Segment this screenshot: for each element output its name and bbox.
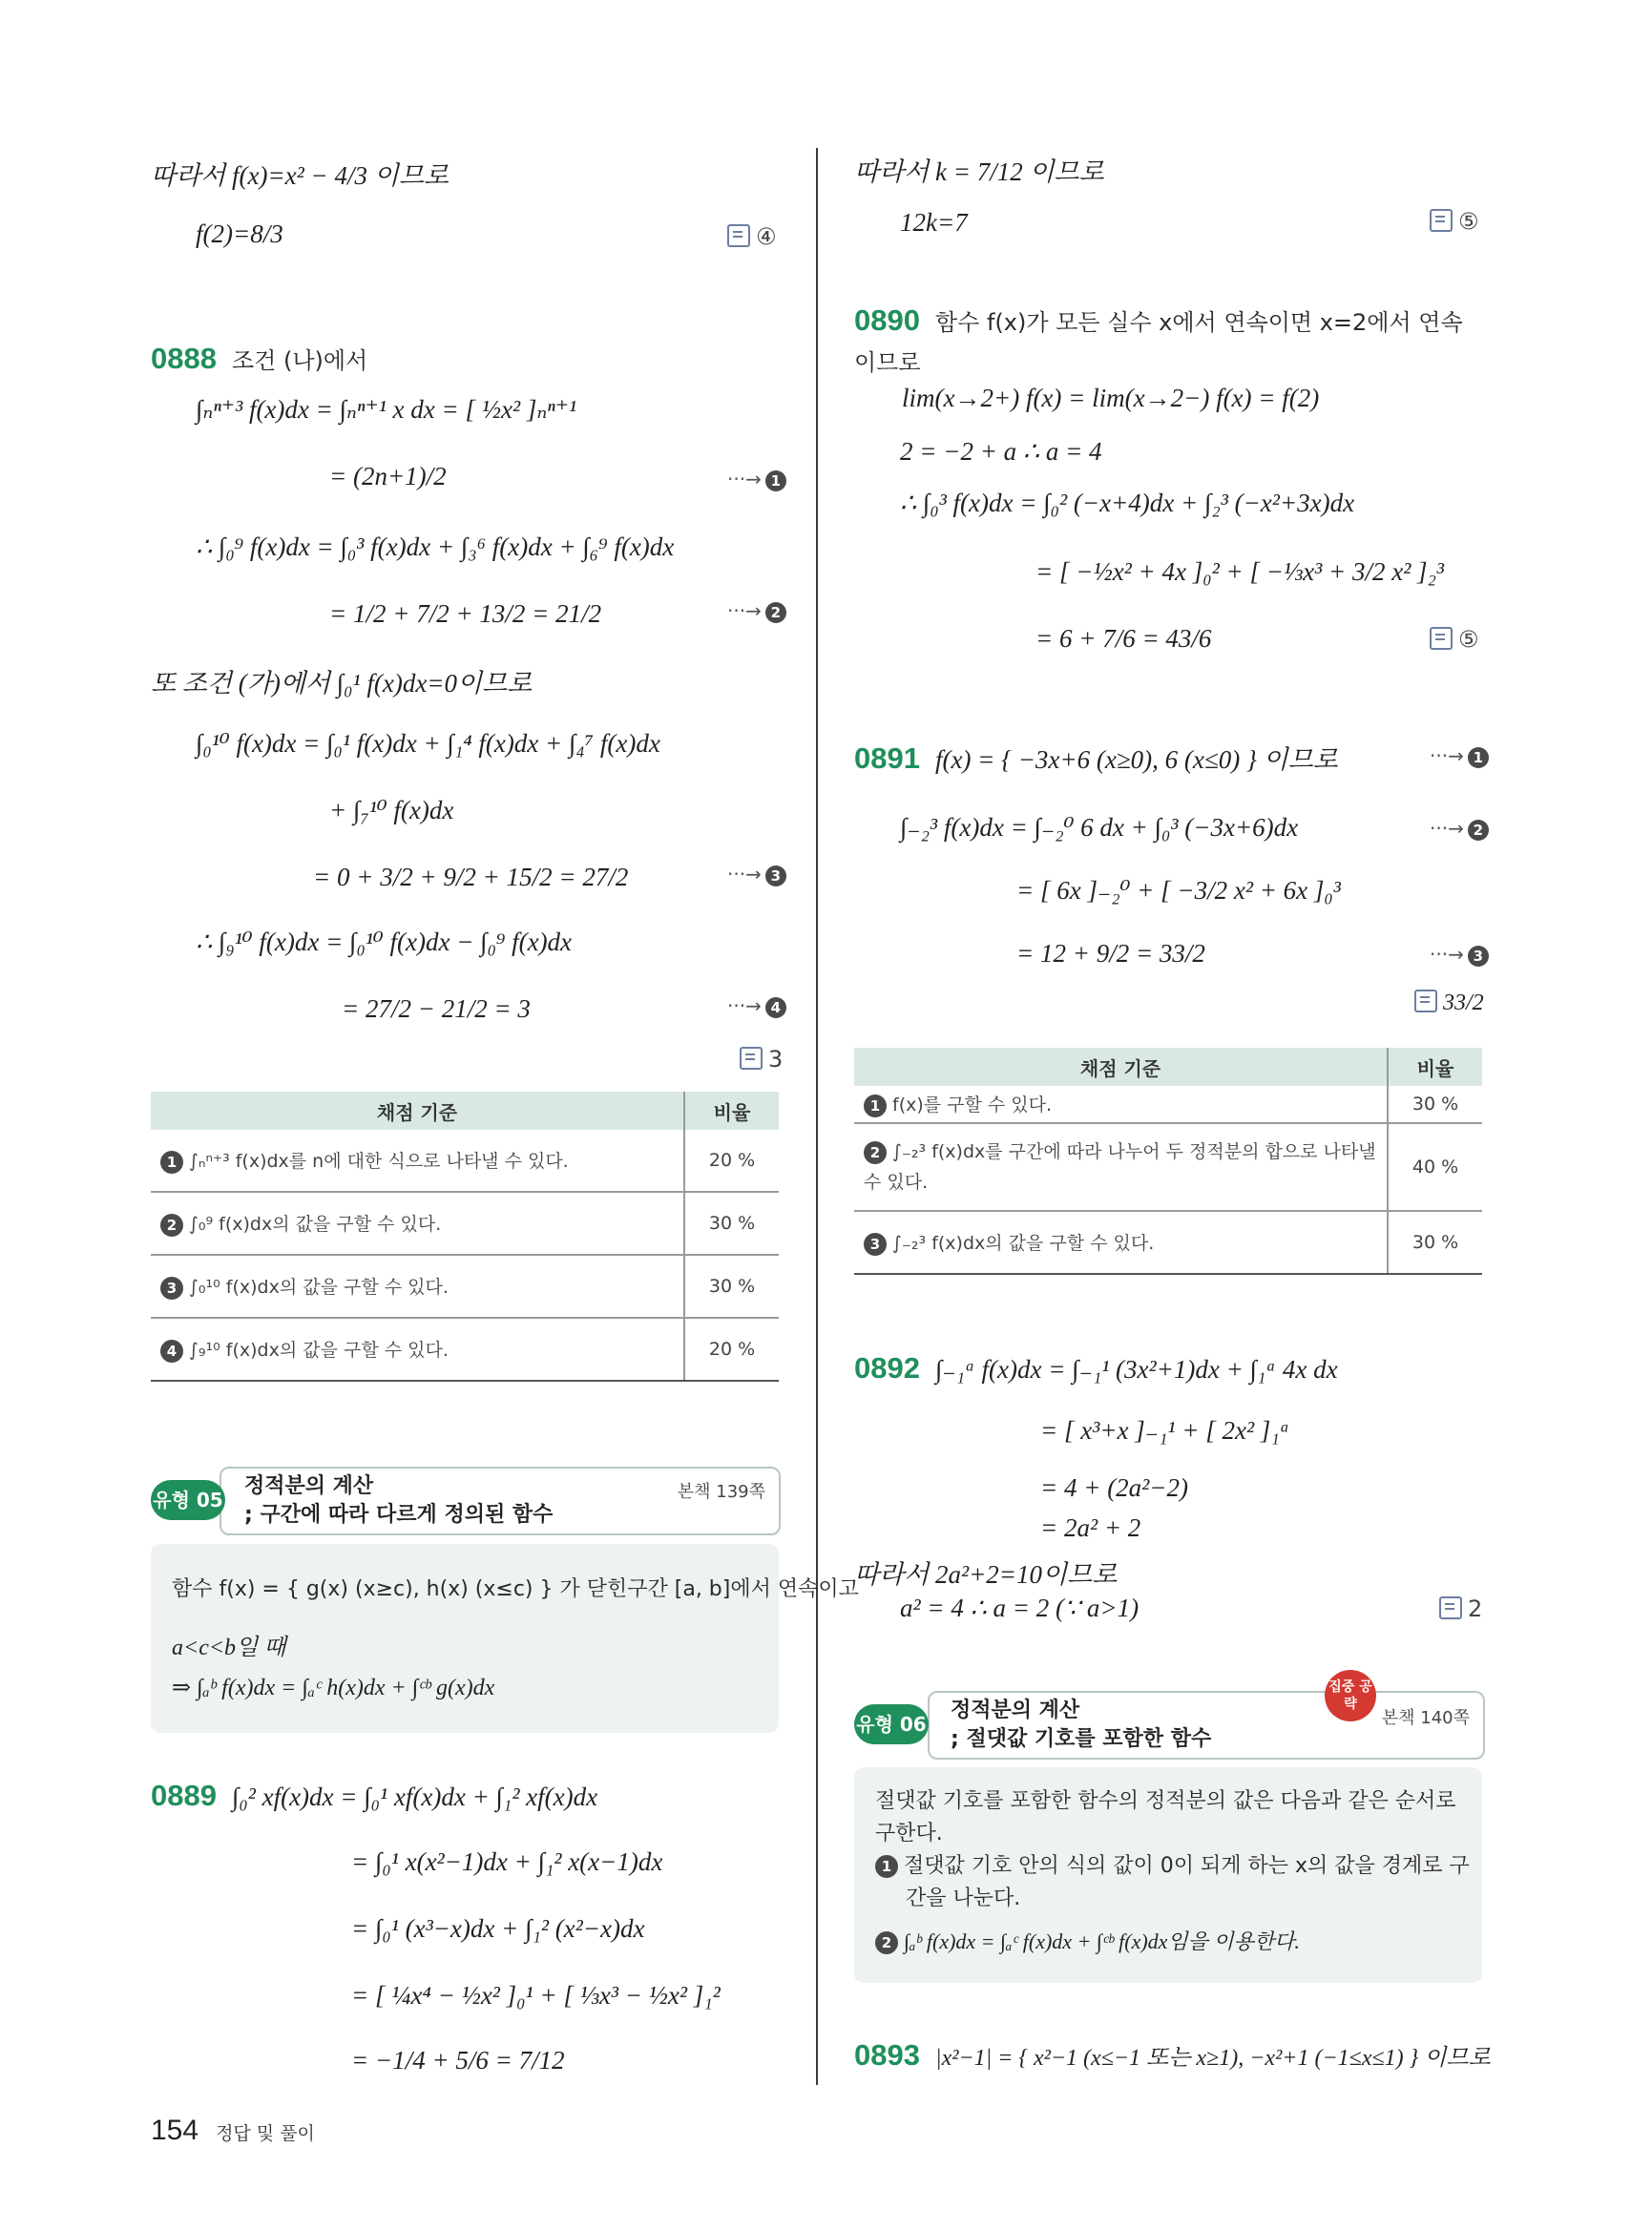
- answer-value: 2: [1468, 1595, 1483, 1622]
- type06-tag: 유형 06: [854, 1704, 929, 1744]
- item-text: ∫ₐᵇ f(x)dx = ∫ₐᶜ f(x)dx + ∫ᶜᵇ f(x)dx임을 이용한다.: [904, 1929, 1300, 1953]
- problem-0891-header: [854, 739, 1338, 776]
- ratio-cell: 30 %: [684, 1255, 779, 1318]
- problem-number: 0893: [854, 2038, 920, 2072]
- eq-0891-3: = [ 6x ]₋₂⁰ + [ −3/2 x² + 6x ]₀³: [1016, 876, 1341, 905]
- eq-0892-1: ∫₋₁ᵃ f(x)dx = ∫₋₁¹ (3x²+1)dx + ∫₁ᵃ 4x dx: [934, 1355, 1338, 1384]
- table-row: [151, 1130, 779, 1192]
- eq-0888-5: ∫₀¹⁰ f(x)dx = ∫₀¹ f(x)dx + ∫₁⁴ f(x)dx + ∫₄⁷ f(x)dx: [196, 729, 660, 758]
- step-icon: 1: [875, 1855, 898, 1878]
- eq-0889-1: ∫₀² xf(x)dx = ∫₀¹ xf(x)dx + ∫₁² xf(x)dx: [231, 1783, 598, 1811]
- eq-0888-9: = 27/2 − 21/2 = 3: [342, 994, 531, 1023]
- type06-box-line2: 구한다.: [875, 1822, 943, 1845]
- line-0888-2: 또 조건 (가)에서 ∫₀¹ f(x)dx=0이므로: [151, 669, 533, 698]
- eq-0892-4: = 2a² + 2: [1040, 1513, 1141, 1542]
- header-ratio: 비율: [684, 1092, 779, 1130]
- type06-item1: [875, 1849, 1470, 1879]
- problem-lead: 조건 (나)에서: [231, 347, 368, 374]
- header-criteria: 채점 기준: [854, 1048, 1388, 1086]
- eq-0889-3: = ∫₀¹ (x³−x)dx + ∫₁² (x²−x)dx: [351, 1914, 645, 1943]
- ratio-cell: 20 %: [684, 1318, 779, 1381]
- header-ratio: 비율: [1388, 1048, 1482, 1086]
- criteria-cell: [854, 1211, 1388, 1274]
- eq-0890-2: 2 = −2 + a ∴ a = 4: [900, 437, 1102, 466]
- type05-ref: 본책 139쪽: [677, 1482, 765, 1502]
- step-marker: ···→ 2: [1430, 817, 1489, 841]
- left-intro-line: 따라서 f(x)=x² − 4/3 이므로: [151, 161, 449, 190]
- type05-box-line1: 함수 f(x) = { g(x) (x≥c), h(x) (x≤c) } 가 닫힌구간 [a, b]에서 연속이고: [172, 1577, 859, 1601]
- page-number: 154: [151, 2115, 199, 2146]
- table-row: [151, 1318, 779, 1381]
- step-number: 4: [160, 1340, 183, 1363]
- answer-icon: [1439, 1596, 1462, 1619]
- type06-title1: 정적분의 계산: [951, 1699, 1080, 1722]
- answer-mark: [1439, 1595, 1482, 1622]
- criteria-text: ∫₋₂³ f(x)dx의 값을 구할 수 있다.: [892, 1233, 1155, 1255]
- header-criteria: 채점 기준: [151, 1092, 684, 1130]
- step-number: 1: [1468, 747, 1489, 768]
- step-number: 3: [864, 1233, 887, 1256]
- problem-number: 0889: [151, 1779, 217, 1812]
- type06-summary-box: [854, 1767, 1482, 1983]
- criteria-text: ∫₀¹⁰ f(x)dx의 값을 구할 수 있다.: [189, 1277, 449, 1299]
- criteria-text: ∫₀⁹ f(x)dx의 값을 구할 수 있다.: [189, 1214, 442, 1236]
- type05-box-line2: a<c<b일 때: [172, 1636, 286, 1660]
- answer-icon: [727, 224, 750, 247]
- type06-item1b: 간을 나눈다.: [906, 1887, 1021, 1910]
- eq-0891-1: f(x) = { −3x+6 (x≥0), 6 (x≤0) } 이므로: [934, 745, 1338, 774]
- right-intro-eq: 12k=7: [900, 208, 968, 237]
- ratio-cell: 30 %: [684, 1192, 779, 1255]
- table-row: [151, 1192, 779, 1255]
- type05-title1: 정적분의 계산: [244, 1474, 374, 1498]
- answer-icon: [1430, 209, 1453, 232]
- column-divider: [816, 148, 818, 2085]
- criteria-text: ∫₋₂³ f(x)dx를 구간에 따라 나누어 두 정적분의 합으로 나타낼 수 있다.: [864, 1141, 1376, 1193]
- criteria-cell: [151, 1255, 684, 1318]
- table-row: [854, 1086, 1482, 1123]
- eq-0889-5: = −1/4 + 5/6 = 7/12: [351, 2046, 565, 2075]
- step-number: 2: [1468, 820, 1489, 841]
- step-marker: ···→ 2: [727, 599, 786, 623]
- criteria-text: ∫ₙⁿ⁺³ f(x)dx를 n에 대한 식으로 나타낼 수 있다.: [189, 1151, 569, 1173]
- scoring-table-0891: [854, 1048, 1482, 1275]
- line-0892: 따라서 2a²+2=10이므로: [854, 1560, 1118, 1589]
- eq-0890-1: lim(x→2+) f(x) = lim(x→2−) f(x) = f(2): [902, 384, 1320, 412]
- left-intro-eq: f(2)=8/3: [196, 219, 283, 248]
- eq-0888-2: = (2n+1)/2: [329, 462, 447, 490]
- ratio-cell: 30 %: [1388, 1086, 1482, 1123]
- eq-0891-4: = 12 + 9/2 = 33/2: [1016, 939, 1205, 968]
- step-number: 2: [864, 1141, 887, 1164]
- answer-value: 33/2: [1443, 990, 1484, 1015]
- problem-number: 0888: [151, 342, 217, 375]
- step-number: 3: [1468, 946, 1489, 967]
- step-marker: ···→ 4: [727, 994, 786, 1018]
- type06-title-box: [928, 1691, 1485, 1760]
- type06-ref: 본책 140쪽: [1381, 1708, 1470, 1728]
- criteria-cell: [854, 1086, 1388, 1123]
- answer-icon: [1414, 990, 1437, 1012]
- page-footer: [151, 2115, 315, 2147]
- table-row: [151, 1255, 779, 1318]
- problem-number: 0890: [854, 303, 920, 337]
- eq-0888-8: ∴ ∫₉¹⁰ f(x)dx = ∫₀¹⁰ f(x)dx − ∫₀⁹ f(x)dx: [196, 928, 573, 956]
- step-number: 1: [765, 470, 786, 491]
- answer-icon: [740, 1047, 763, 1070]
- criteria-cell: [151, 1192, 684, 1255]
- step-icon: 2: [875, 1931, 898, 1954]
- focus-badge: 집중 공략: [1325, 1670, 1376, 1721]
- eq-0893-1: |x²−1| = { x²−1 (x≤−1 또는 x≥1), −x²+1 (−1≤x≤1) } 이므로: [934, 2046, 1491, 2071]
- problem-0889-header: [151, 1779, 597, 1813]
- table-row: [854, 1211, 1482, 1274]
- step-number: 4: [765, 997, 786, 1018]
- step-marker: ···→ 1: [1430, 744, 1489, 768]
- type05-summary-box: [151, 1544, 859, 1733]
- type05-box-line3: ⇒ ∫ₐᵇ f(x)dx = ∫ₐᶜ h(x)dx + ∫ᶜᵇ g(x)dx: [172, 1676, 495, 1700]
- eq-0891-2: ∫₋₂³ f(x)dx = ∫₋₂⁰ 6 dx + ∫₀³ (−3x+6)dx: [900, 813, 1299, 842]
- type05-titles: [244, 1472, 553, 1530]
- ratio-cell: 20 %: [684, 1130, 779, 1192]
- answer-mark: [727, 223, 777, 250]
- problem-0888-header: [151, 342, 367, 376]
- answer-value: ⑤: [1458, 626, 1479, 653]
- item-text: 절댓값 기호 안의 식의 값이 0이 되게 하는 x의 값을 경계로 구: [904, 1854, 1470, 1878]
- type06-title2: ; 절댓값 기호를 포함한 함수: [951, 1727, 1212, 1751]
- step-number: 3: [765, 865, 786, 886]
- type05-title-box: [220, 1467, 781, 1535]
- answer-value: 3: [768, 1046, 784, 1073]
- eq-0888-6: + ∫₇¹⁰ f(x)dx: [329, 796, 454, 824]
- eq-0892-2: = [ x³+x ]₋₁¹ + [ 2x² ]₁ᵃ: [1040, 1416, 1290, 1445]
- step-number: 2: [160, 1214, 183, 1237]
- criteria-text: ∫₉¹⁰ f(x)dx의 값을 구할 수 있다.: [189, 1340, 449, 1362]
- step-number: 1: [160, 1151, 183, 1174]
- step-marker: ···→ 3: [1430, 943, 1489, 967]
- eq-0888-7: = 0 + 3/2 + 9/2 + 15/2 = 27/2: [313, 863, 629, 891]
- problem-0892-header: [854, 1351, 1338, 1386]
- table-row: [854, 1123, 1482, 1211]
- criteria-cell: [151, 1318, 684, 1381]
- step-marker: ···→ 1: [727, 468, 786, 491]
- answer-value: ⑤: [1458, 208, 1479, 235]
- eq-0889-4: = [ ¼x⁴ − ½x² ]₀¹ + [ ⅓x³ − ½x² ]₁²: [351, 1981, 721, 2010]
- table-header: [854, 1048, 1482, 1086]
- criteria-cell: [151, 1130, 684, 1192]
- problem-0890-header: [854, 303, 1463, 338]
- eq-0889-2: = ∫₀¹ x(x²−1)dx + ∫₁² x(x−1)dx: [351, 1847, 663, 1876]
- type06-titles: [951, 1697, 1211, 1754]
- ratio-cell: 30 %: [1388, 1211, 1482, 1274]
- footer-label: 정답 및 풀이: [216, 2123, 315, 2144]
- eq-0888-4: = 1/2 + 7/2 + 13/2 = 21/2: [329, 599, 602, 628]
- eq-0892-5: a² = 4 ∴ a = 2 (∵ a>1): [900, 1594, 1140, 1622]
- step-number: 1: [864, 1095, 887, 1117]
- type05-tag: 유형 05: [151, 1480, 225, 1520]
- eq-0892-3: = 4 + (2a²−2): [1040, 1473, 1188, 1502]
- answer-mark: [1430, 626, 1479, 653]
- criteria-cell: [854, 1123, 1388, 1211]
- answer-mark: [740, 1046, 783, 1073]
- step-marker: ···→ 3: [727, 863, 786, 886]
- table-header: [151, 1092, 779, 1130]
- criteria-text: f(x)를 구할 수 있다.: [892, 1095, 1053, 1116]
- eq-0890-3: ∴ ∫₀³ f(x)dx = ∫₀² (−x+4)dx + ∫₂³ (−x²+3x)dx: [900, 489, 1355, 517]
- scoring-table-0888: [151, 1092, 779, 1382]
- problem-lead2: 이므로: [854, 349, 921, 376]
- type06-item2: [875, 1926, 1300, 1955]
- answer-icon: [1430, 627, 1453, 650]
- ratio-cell: 40 %: [1388, 1123, 1482, 1211]
- problem-number: 0891: [854, 741, 920, 775]
- right-intro-line: 따라서 k = 7/12 이므로: [854, 157, 1104, 186]
- answer-mark: [1430, 208, 1479, 235]
- eq-0888-1: ∫ₙⁿ⁺³ f(x)dx = ∫ₙⁿ⁺¹ x dx = [ ½x² ]ₙⁿ⁺¹: [196, 395, 577, 424]
- eq-0890-5: = 6 + 7/6 = 43/6: [1035, 624, 1212, 653]
- problem-number: 0892: [854, 1351, 920, 1385]
- answer-mark: [1414, 989, 1484, 1016]
- type05-title2: ; 구간에 따라 다르게 정의된 함수: [244, 1503, 554, 1527]
- answer-value: ④: [756, 223, 777, 250]
- step-number: 2: [765, 602, 786, 623]
- problem-lead: 함수 f(x)가 모든 실수 x에서 연속이면 x=2에서 연속: [934, 309, 1463, 336]
- eq-0888-3: ∴ ∫₀⁹ f(x)dx = ∫₀³ f(x)dx + ∫₃⁶ f(x)dx + ∫₆⁹ f(x)dx: [196, 532, 675, 561]
- eq-0890-4: = [ −½x² + 4x ]₀² + [ −⅓x³ + 3/2 x² ]₂³: [1035, 557, 1445, 586]
- type06-box-line1: 절댓값 기호를 포함한 함수의 정적분의 값은 다음과 같은 순서로: [875, 1789, 1456, 1813]
- step-number: 3: [160, 1277, 183, 1300]
- problem-0893-header: [854, 2038, 1491, 2073]
